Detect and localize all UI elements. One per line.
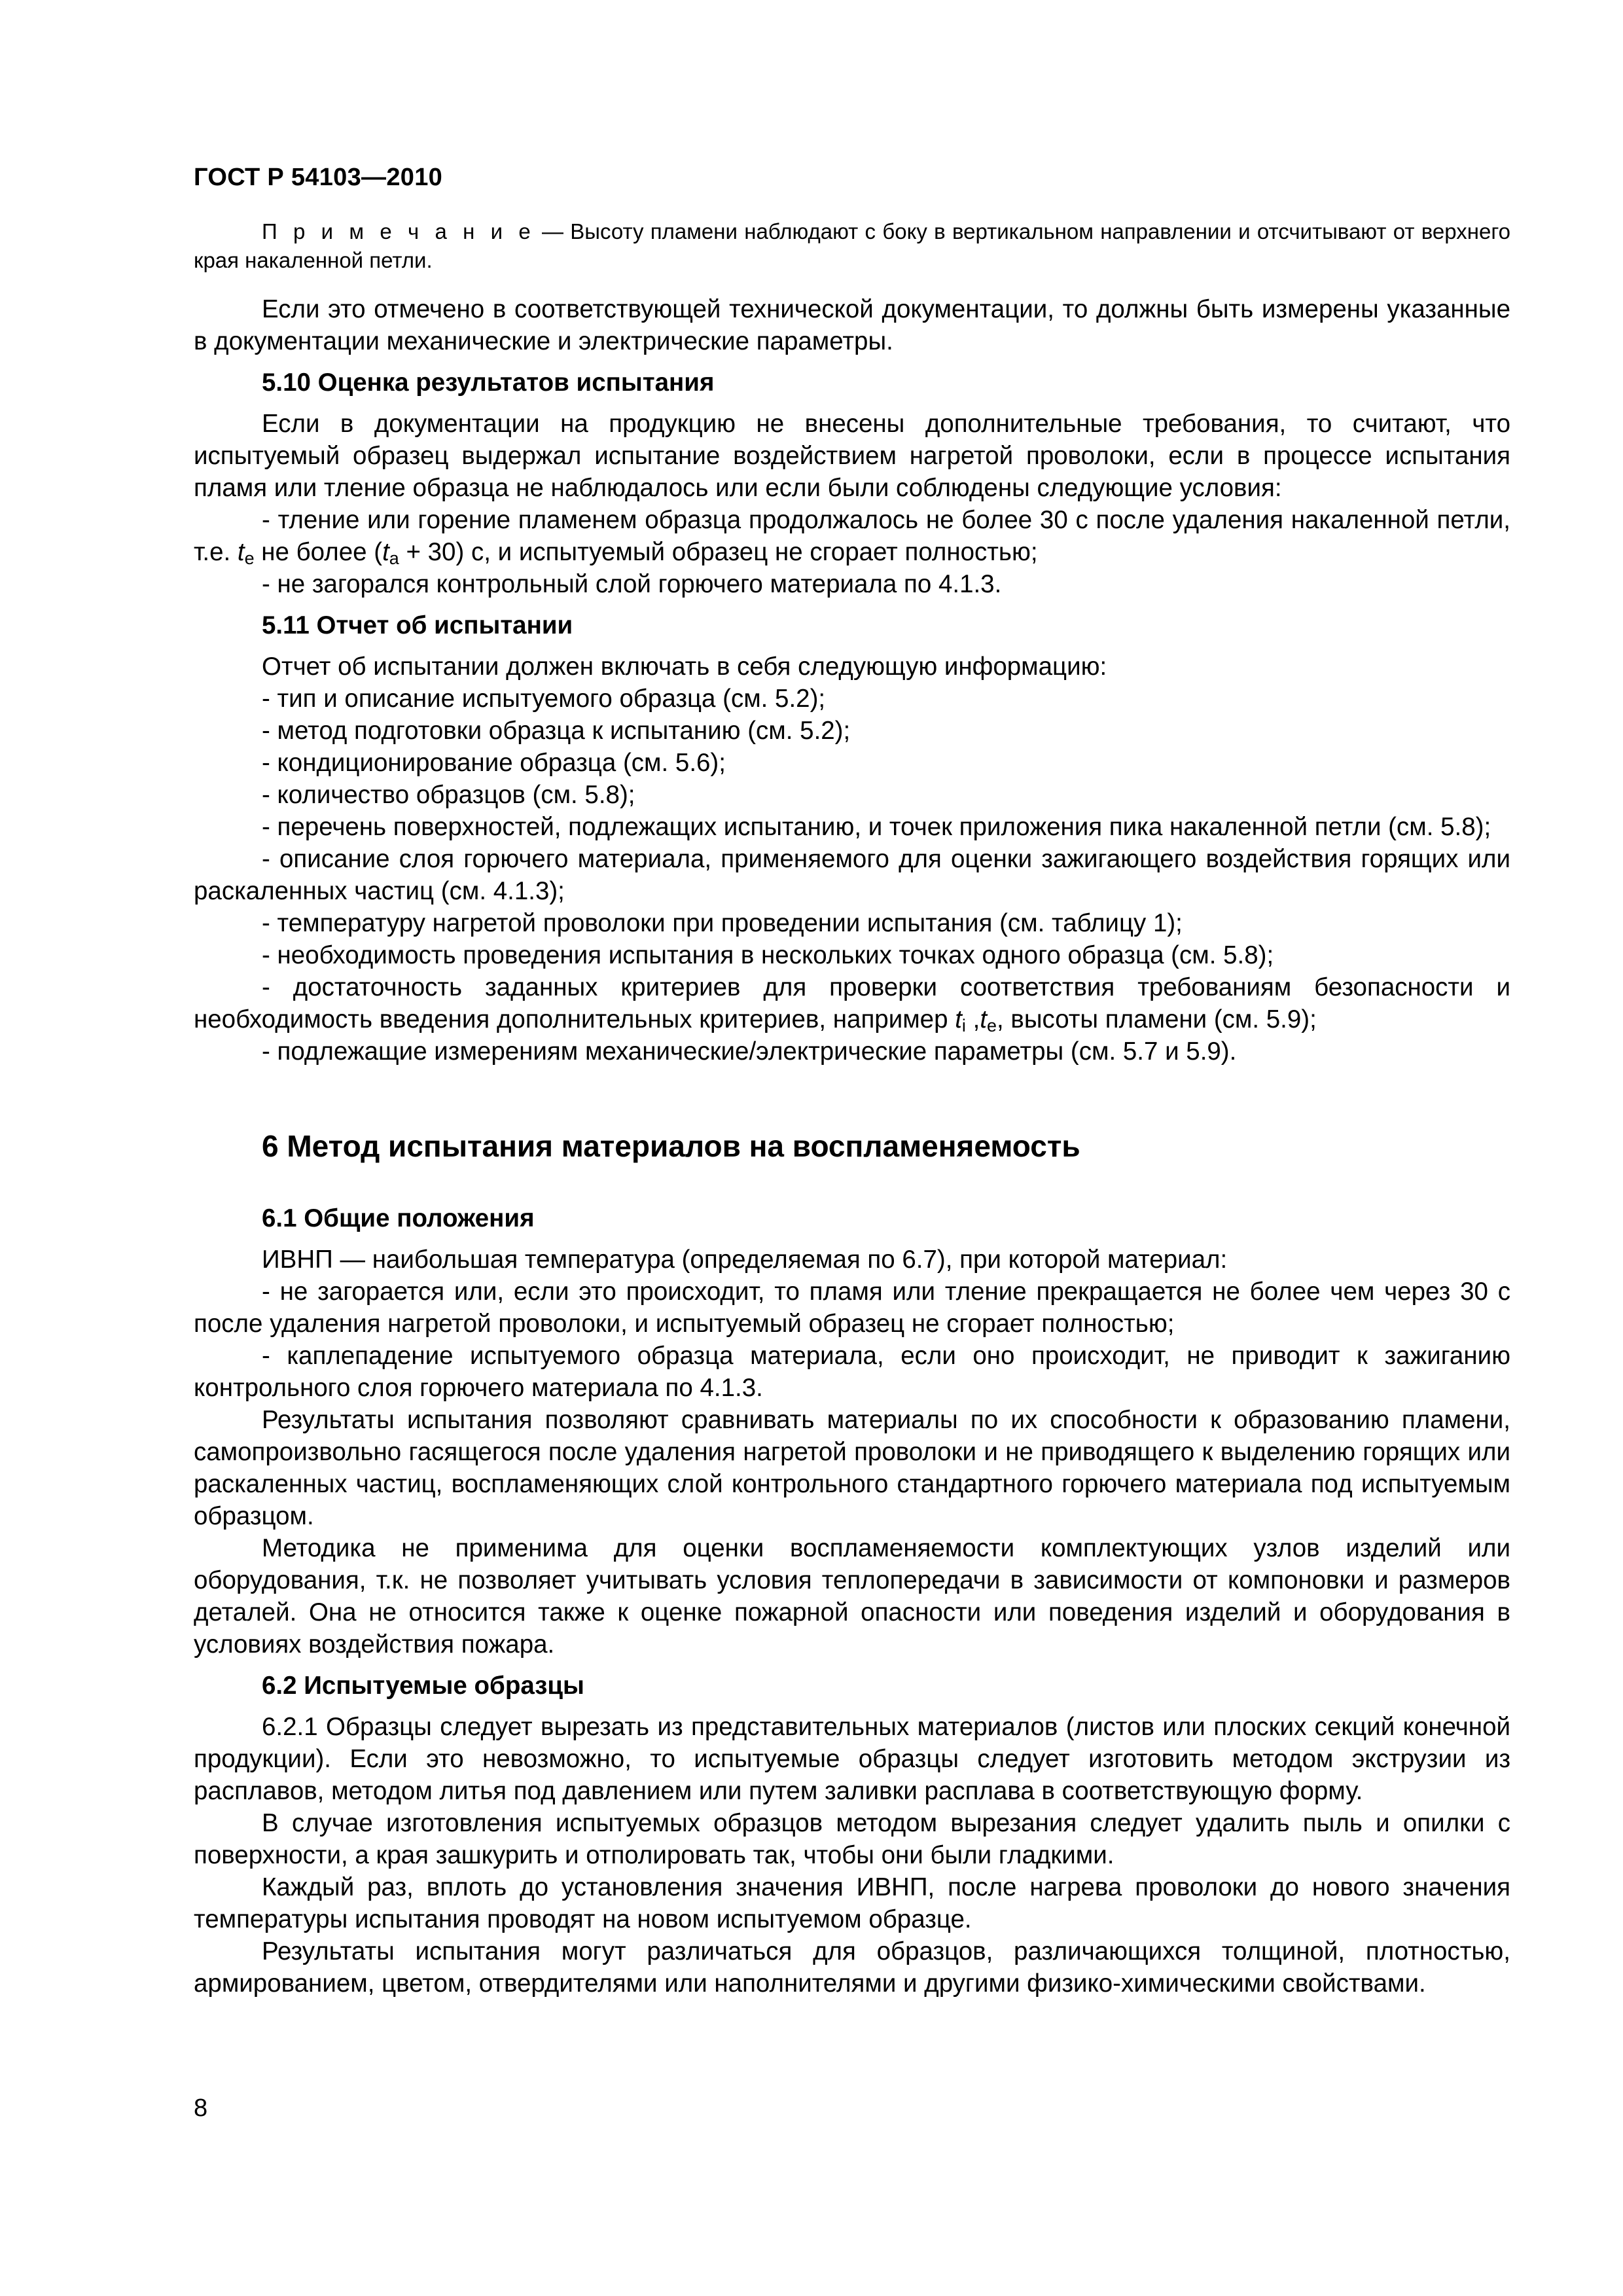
- section-5-10-condition-2: - не загорался контрольный слой горючего материала по 4.1.3.: [262, 570, 1002, 598]
- report-item: - описание слоя горючего материала, применяемого для оценки зажигающего воздействия горящих или раскаленных частиц (см. 4.1.3);: [194, 845, 1510, 905]
- report-item: - температуру нагретой проволоки при проведении испытания (см. таблицу 1);: [262, 909, 1183, 937]
- section-6-2-paragraph: 6.2.1 Образцы следует вырезать из представительных материалов (листов или плоских секций конечной продукции). Если это невозможно, то испытуемые образцы следует изготовить методом экструзии из расплавов, методом литья под давлением или путем заливки расплава в соответствующую форму.: [194, 1713, 1510, 1805]
- section-6-2-heading: 6.2 Испытуемые образцы: [262, 1672, 584, 1700]
- subscript-i: i: [961, 1016, 966, 1035]
- report-item: - необходимость проведения испытания в нескольких точках одного образца (см. 5.8);: [262, 941, 1274, 969]
- item-text: ,: [965, 1005, 980, 1033]
- report-item: - перечень поверхностей, подлежащих испытанию, и точек приложения пика накаленной петли (см. 5.8);: [262, 813, 1491, 841]
- item-text: , высоты пламени (см. 5.9);: [997, 1005, 1317, 1033]
- section-6-1-paragraph: Методика не применима для оценки воспламеняемости комплектующих узлов изделий или оборудования, т.к. не позволяет учитывать условия теплопередачи в зависимости от компоновки и размеров деталей. Она не относится также к оценке пожарной опасности или поведения изделий и оборудования в условиях воздействия пожара.: [194, 1534, 1510, 1659]
- condition-text: + 30) с, и испытуемый образец не сгорает полностью;: [399, 538, 1038, 566]
- section-6-1-paragraph: ИВНП — наибольшая температура (определяемая по 6.7), при которой материал:: [262, 1246, 1228, 1274]
- item-text: - достаточность заданных критериев для проверки соответствия требованиям безопасности и необходимость введения дополнительных критериев, например: [194, 973, 1510, 1033]
- subscript-e: e: [987, 1016, 997, 1035]
- section-6-1-paragraph: - не загорается или, если это происходит, то пламя или тление прекращается не более чем через 30 с после удаления нагретой проволоки, и испытуемый образец не сгорает полностью;: [194, 1278, 1510, 1338]
- report-item: - метод подготовки образца к испытанию (см. 5.2);: [262, 717, 851, 745]
- report-item: - подлежащие измерениям механические/электрические параметры (см. 5.7 и 5.9).: [262, 1037, 1237, 1066]
- section-5-11-intro: Отчет об испытании должен включать в себя следующую информацию:: [262, 653, 1107, 681]
- section-5-10-condition-1: [194, 504, 1510, 568]
- note-text: — Высоту пламени наблюдают с боку в вертикальном направлении и отсчитывают от верхнего края накаленной петли.: [194, 219, 1510, 272]
- page-number: 8: [194, 2094, 208, 2122]
- report-item: - количество образцов (см. 5.8);: [262, 781, 635, 809]
- document-header: ГОСТ Р 54103—2010: [194, 164, 443, 191]
- section-6-heading: 6 Метод испытания материалов на воспламеняемость: [262, 1129, 1080, 1163]
- note-label: П р и м е ч а н и е: [262, 219, 535, 243]
- section-6-1-paragraph: Результаты испытания позволяют сравнивать материалы по их способности к образованию пламени, самопроизвольно гасящегося после удаления нагретой проволоки и не приводящего к выделению горящих или раскаленных частиц, воспламеняющих слой контрольного стандартного горючего материала под испытуемым образцом.: [194, 1406, 1510, 1530]
- report-item: - тип и описание испытуемого образца (см. 5.2);: [262, 685, 826, 713]
- note-paragraph: [194, 217, 1510, 275]
- page-body: [194, 217, 1510, 2000]
- section-6-2-paragraph: Каждый раз, вплоть до установления значения ИВНП, после нагрева проволоки до нового значения температуры испытания проводят на новом испытуемом образце.: [194, 1873, 1510, 1933]
- condition-text: - тление или горение пламенем образца продолжалось не более 30 с после удаления накаленной петли, т.е.: [194, 506, 1510, 566]
- measure-paragraph: Если это отмечено в соответствующей технической документации, то должны быть измерены указанные в документации механические и электрические параметры.: [194, 295, 1510, 355]
- subscript-a: a: [389, 548, 399, 568]
- section-6-2-paragraph: В случае изготовления испытуемых образцов методом вырезания следует удалить пыль и опилки с поверхности, а края зашкурить и отполировать так, чтобы они были гладкими.: [194, 1809, 1510, 1869]
- symbol-t: t: [382, 538, 389, 566]
- symbol-t: t: [955, 1005, 962, 1033]
- section-5-10-intro: Если в документации на продукцию не внесены дополнительные требования, то считают, что испытуемый образец выдержал испытание воздействием нагретой проволоки, если в процессе испытания пламя или тление образца не наблюдалось или если были соблюдены следующие условия:: [194, 410, 1510, 502]
- section-5-10-heading: 5.10 Оценка результатов испытания: [262, 368, 715, 397]
- subscript-e: e: [244, 548, 255, 568]
- symbol-t: t: [237, 538, 245, 566]
- section-6-1-heading: 6.1 Общие положения: [262, 1204, 535, 1232]
- report-item: - кондиционирование образца (см. 5.6);: [262, 749, 726, 777]
- condition-text: не более (: [254, 538, 383, 566]
- section-6-2-paragraph: Результаты испытания могут различаться для образцов, различающихся толщиной, плотностью, армированием, цветом, отвердителями или наполнителями и другими физико-химическими свойствами.: [194, 1937, 1510, 1998]
- report-item: [194, 971, 1510, 1035]
- symbol-t: t: [980, 1005, 988, 1033]
- section-5-11-heading: 5.11 Отчет об испытании: [262, 611, 573, 639]
- section-6-1-paragraph: - каплепадение испытуемого образца материала, если оно происходит, не приводит к зажиганию контрольного слоя горючего материала по 4.1.3.: [194, 1342, 1510, 1402]
